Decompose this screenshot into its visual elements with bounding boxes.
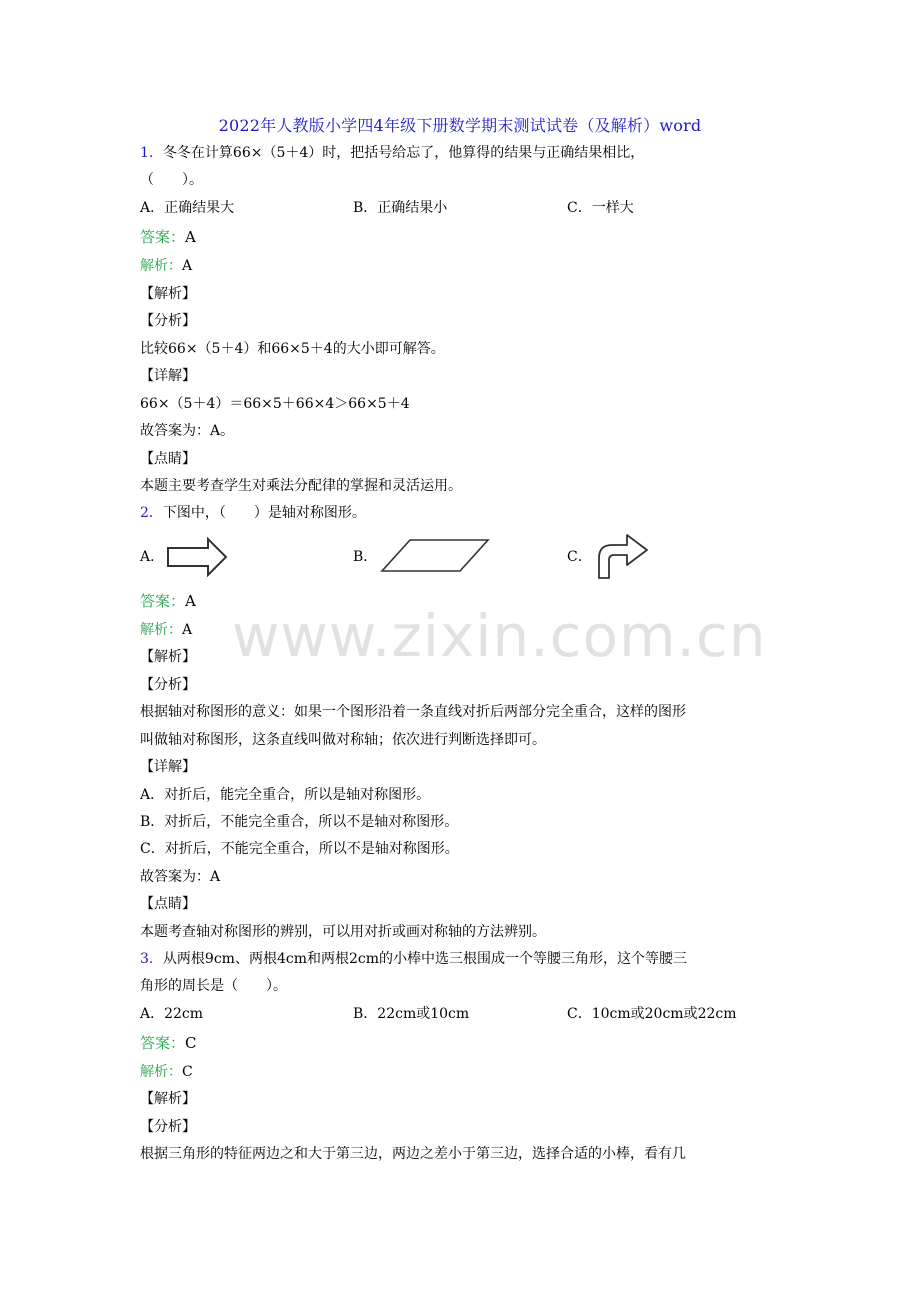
q1-fenxi: 比较66×（5＋4）和66×5＋4的大小即可解答。 bbox=[140, 341, 445, 357]
q2-option-a-label: A． bbox=[140, 549, 165, 565]
q2-xiangjie-a: A．对折后，能完全重合，所以是轴对称图形。 bbox=[140, 787, 431, 803]
q3-option-b: B．22cm或10cm bbox=[353, 1006, 470, 1022]
q1-stem-text: 冬冬在计算66×（5＋4）时，把括号给忘了，他算得的结果与正确结果相比， bbox=[162, 145, 645, 161]
q3-heading-fenxi: 【分析】 bbox=[140, 1119, 196, 1135]
q3-analysis bbox=[140, 1062, 193, 1082]
q1-stem bbox=[140, 143, 644, 163]
q1-heading-fenxi: 【分析】 bbox=[140, 313, 196, 329]
q1-dianjing: 本题主要考查学生对乘法分配律的掌握和灵活运用。 bbox=[140, 478, 462, 494]
q3-answer-value: C bbox=[185, 1034, 197, 1052]
q3-analysis-value: C bbox=[182, 1064, 193, 1080]
q2-stem-text: 下图中，（ ）是轴对称图形。 bbox=[162, 505, 366, 521]
q1-xiangjie: 66×（5＋4）＝66×5＋66×4＞66×5＋4 bbox=[140, 396, 410, 412]
q2-heading-jiexi: 【解析】 bbox=[140, 649, 196, 665]
q1-option-b: B．正确结果小 bbox=[353, 200, 448, 216]
q2-analysis bbox=[140, 620, 192, 640]
q2-answer bbox=[140, 591, 196, 611]
q3-option-c: C．10cm或20cm或22cm bbox=[567, 1006, 737, 1022]
document-title: 2022年人教版小学四4年级下册数学期末测试试卷（及解析）word bbox=[218, 116, 702, 135]
q3-heading-jiexi: 【解析】 bbox=[140, 1091, 196, 1107]
q1-number: 1． bbox=[140, 145, 163, 161]
q2-option-b-label: B． bbox=[353, 549, 378, 565]
q1-analysis-label: 解析： bbox=[140, 258, 182, 274]
q2-xiangjie-c: C．对折后，不能完全重合，所以不是轴对称图形。 bbox=[140, 841, 459, 857]
q3-fenxi: 根据三角形的特征两边之和大于第三边，两边之差小于第三边，选择合适的小棒，看有几 bbox=[140, 1146, 686, 1162]
q2-heading-xiangjie: 【详解】 bbox=[140, 759, 196, 775]
q2-analysis-label: 解析： bbox=[140, 622, 182, 638]
q3-option-a: A．22cm bbox=[140, 1006, 204, 1022]
q3-answer-label: 答案： bbox=[140, 1034, 186, 1052]
q2-xiangjie-b: B．对折后，不能完全重合，所以不是轴对称图形。 bbox=[140, 814, 459, 830]
q2-answer-label: 答案： bbox=[140, 592, 186, 610]
q2-option-c-label: C． bbox=[567, 549, 592, 565]
q1-answer-label: 答案： bbox=[140, 228, 186, 246]
q2-analysis-value: A bbox=[182, 622, 193, 638]
q1-analysis-value: A bbox=[182, 258, 193, 274]
q1-analysis bbox=[140, 256, 192, 276]
q2-dianjing: 本题考查轴对称图形的辨别，可以用对折或画对称轴的方法辨别。 bbox=[140, 924, 546, 940]
q1-option-c: C．一样大 bbox=[567, 200, 634, 216]
q2-fenxi-2: 叫做轴对称图形，这条直线叫做对称轴；依次进行判断选择即可。 bbox=[140, 732, 546, 748]
q1-heading-xiangjie: 【详解】 bbox=[140, 368, 196, 384]
q1-stem-2: （ ）。 bbox=[140, 172, 203, 188]
q2-number: 2． bbox=[140, 505, 163, 521]
turn-arrow-shape bbox=[594, 532, 652, 582]
q3-answer bbox=[140, 1033, 197, 1053]
q3-stem-text: 从两根9cm、两根4cm和两根2cm的小棒中选三根围成一个等腰三角形，这个等腰三 bbox=[162, 951, 687, 967]
right-arrow-shape bbox=[166, 537, 230, 577]
q3-number: 3． bbox=[140, 951, 163, 967]
q2-conclusion: 故答案为：A bbox=[140, 869, 221, 885]
q3-analysis-label: 解析： bbox=[140, 1064, 182, 1080]
q2-heading-dianjing: 【点睛】 bbox=[140, 896, 196, 912]
q1-heading-jiexi: 【解析】 bbox=[140, 286, 196, 302]
q1-answer bbox=[140, 227, 196, 247]
watermark: www.zixin.com.cn bbox=[232, 602, 767, 670]
q3-stem bbox=[140, 949, 687, 969]
q1-heading-dianjing: 【点睛】 bbox=[140, 451, 196, 467]
parallelogram-shape bbox=[380, 537, 492, 575]
q2-stem bbox=[140, 503, 366, 523]
q1-answer-value: A bbox=[185, 228, 196, 246]
q2-fenxi-1: 根据轴对称图形的意义：如果一个图形沿着一条直线对折后两部分完全重合，这样的图形 bbox=[140, 704, 686, 720]
q2-answer-value: A bbox=[185, 592, 196, 610]
q2-heading-fenxi: 【分析】 bbox=[140, 677, 196, 693]
q3-stem-2: 角形的周长是（ ）。 bbox=[140, 978, 287, 994]
q1-option-a: A．正确结果大 bbox=[140, 200, 235, 216]
q1-conclusion: 故答案为：A。 bbox=[140, 423, 235, 439]
